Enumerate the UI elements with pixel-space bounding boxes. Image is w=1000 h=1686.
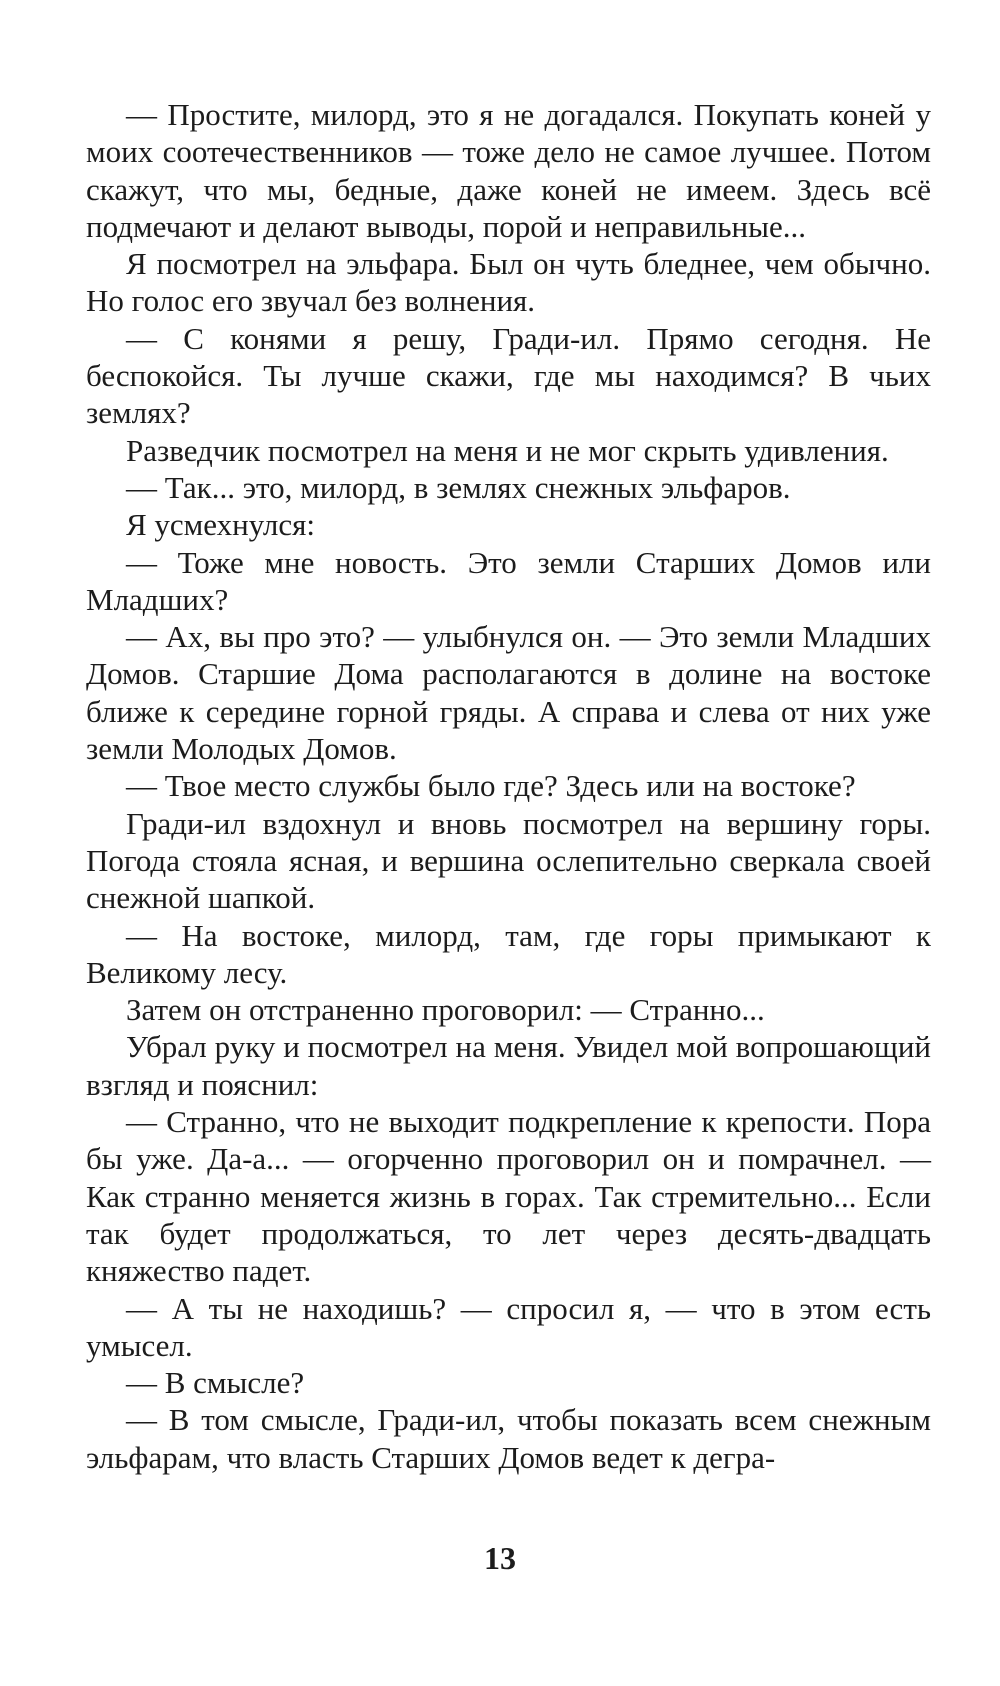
paragraph: Убрал руку и посмотрел на меня. Увидел мой вопрошающий взгляд и пояснил: [86, 1029, 931, 1102]
paragraph: — С конями я решу, Гради-ил. Прямо сегодня. Не беспокойся. Ты лучше скажи, где мы находимся? В чьих землях? [86, 320, 931, 431]
paragraph: — Простите, милорд, это я не догадался. Покупать коней у моих соотечественников — тоже дело не самое лучшее. Потом скажут, что мы, бедные, даже коней не имеем. Здесь всё подмечают и делают выводы, порой и неправильные... [86, 97, 931, 244]
paragraph: — Твое место службы было где? Здесь или на востоке? [126, 768, 856, 804]
paragraph: — Тоже мне новость. Это земли Старших Домов или Младших? [86, 544, 931, 617]
paragraph: — В том смысле, Гради-ил, чтобы показать всем снежным эльфарам, что власть Старших Домов ведет к дегра- [86, 1402, 931, 1475]
paragraph: Затем он отстраненно проговорил: — Странно... [126, 992, 765, 1028]
paragraph: Я посмотрел на эльфара. Был он чуть бледнее, чем обычно. Но голос его звучал без волнения. [86, 246, 931, 319]
paragraph: Разведчик посмотрел на меня и не мог скрыть удивления. [126, 432, 889, 468]
paragraph: — Ах, вы про это? — улыбнулся он. — Это земли Младших Домов. Старшие Дома располагаются в долине на востоке ближе к середине горной гряды. А справа и слева от них уже земли Молодых Домов. [86, 619, 931, 767]
page-text [86, 96, 931, 1476]
paragraph: Гради-ил вздохнул и вновь посмотрел на вершину горы. Погода стояла ясная, и вершина ослепительно сверкала своей снежной шапкой. [86, 805, 931, 916]
paragraph: — На востоке, милорд, там, где горы примыкают к Великому лесу. [86, 917, 931, 990]
paragraph: Я усмехнулся: [126, 507, 315, 543]
paragraph: — В смысле? [126, 1365, 305, 1401]
paragraph: — Так... это, милорд, в землях снежных эльфаров. [126, 469, 791, 505]
paragraph: — А ты не находишь? — спросил я, — что в этом есть умысел. [86, 1290, 931, 1363]
paragraph: — Странно, что не выходит подкрепление к крепости. Пора бы уже. Да-а... — огорченно проговорил он и помрачнел. — Как странно меняется жизнь в горах. Так стремительно... Если так будет продолжаться, то лет через десять-двадцать княжество падет. [86, 1104, 931, 1289]
page-number: 13 [484, 1540, 516, 1576]
